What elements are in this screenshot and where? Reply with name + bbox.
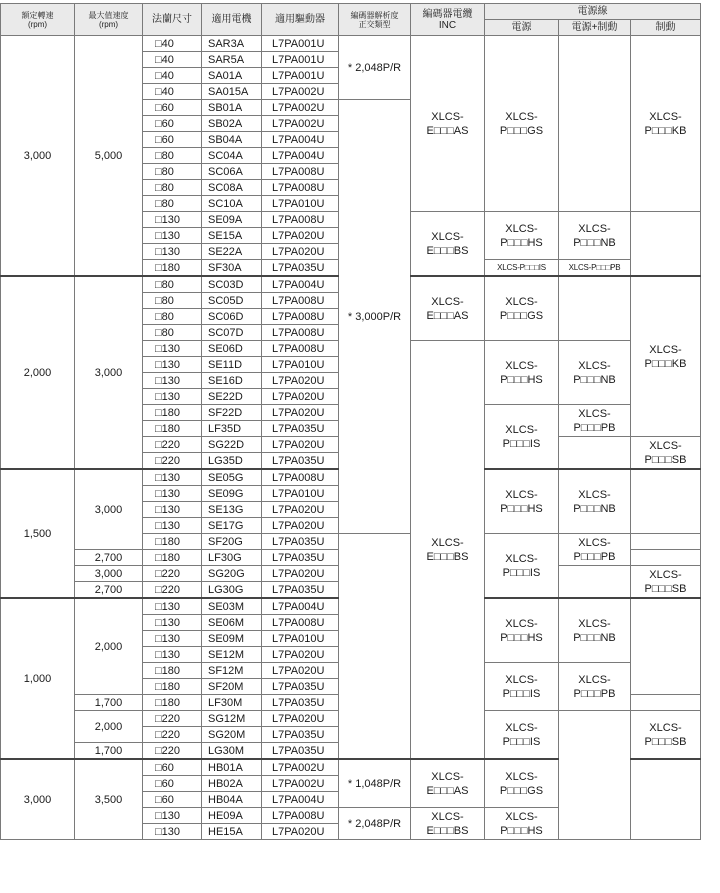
driver-cell: L7PA035U	[262, 534, 339, 550]
max-speed-cell: 3,000	[75, 469, 143, 550]
brake-cable-cell	[631, 598, 701, 695]
brake-cable-cell	[631, 212, 701, 277]
encoder-res-cell: * 3,000P/R	[339, 100, 411, 534]
driver-cell: L7PA020U	[262, 824, 339, 840]
flange-cell: □60	[143, 792, 202, 808]
driver-cell: L7PA008U	[262, 309, 339, 325]
power-cable-cell: XLCS- P□□□HS	[485, 341, 559, 405]
max-speed-cell: 1,700	[75, 695, 143, 711]
motor-cell: SF20M	[202, 679, 262, 695]
driver-cell: L7PA035U	[262, 695, 339, 711]
rated-speed-cell: 1,000	[1, 598, 75, 759]
flange-cell: □130	[143, 631, 202, 647]
encoder-res-cell: * 2,048P/R	[339, 36, 411, 100]
flange-cell: □130	[143, 389, 202, 405]
driver-cell: L7PA010U	[262, 357, 339, 373]
driver-cell: L7PA020U	[262, 647, 339, 663]
flange-cell: □220	[143, 711, 202, 727]
power-brake-cable-cell: XLCS- P□□□NB	[559, 212, 631, 260]
flange-cell: □130	[143, 502, 202, 518]
power-brake-cable-cell	[559, 711, 631, 840]
motor-cell: HB04A	[202, 792, 262, 808]
motor-cell: HB02A	[202, 776, 262, 792]
encoder-cable-cell: XLCS- E□□□BS	[411, 808, 485, 840]
flange-cell: □180	[143, 405, 202, 421]
flange-cell: □180	[143, 679, 202, 695]
max-speed-cell: 2,700	[75, 550, 143, 566]
flange-cell: □130	[143, 341, 202, 357]
motor-cell: SC03D	[202, 276, 262, 293]
max-speed-cell: 3,500	[75, 759, 143, 840]
driver-cell: L7PA020U	[262, 228, 339, 244]
brake-cable-cell: XLCS- P□□□KB	[631, 36, 701, 212]
driver-cell: L7PA002U	[262, 84, 339, 100]
motor-cell: SE06M	[202, 615, 262, 631]
motor-cell: SC06A	[202, 164, 262, 180]
power-brake-cable-cell: XLCS- P□□□NB	[559, 598, 631, 663]
servo-spec-table	[0, 3, 701, 840]
flange-cell: □130	[143, 647, 202, 663]
flange-cell: □130	[143, 212, 202, 228]
motor-cell: SE11D	[202, 357, 262, 373]
driver-cell: L7PA001U	[262, 36, 339, 52]
motor-cell: SE16D	[202, 373, 262, 389]
driver-cell: L7PA008U	[262, 293, 339, 309]
motor-cell: SC10A	[202, 196, 262, 212]
motor-cell: SA015A	[202, 84, 262, 100]
driver-cell: L7PA035U	[262, 260, 339, 277]
power-cable-cell: XLCS- P□□□GS	[485, 36, 559, 212]
encoder-cable-cell: XLCS- E□□□BS	[411, 212, 485, 277]
motor-cell: LF30G	[202, 550, 262, 566]
driver-cell: L7PA035U	[262, 679, 339, 695]
driver-cell: L7PA020U	[262, 244, 339, 260]
power-brake-cable-cell	[559, 276, 631, 341]
motor-cell: SE17G	[202, 518, 262, 534]
flange-cell: □130	[143, 469, 202, 486]
flange-cell: □80	[143, 309, 202, 325]
motor-cell: SC04A	[202, 148, 262, 164]
power-cable-cell: XLCS- P□□□HS	[485, 598, 559, 663]
flange-cell: □130	[143, 598, 202, 615]
flange-cell: □130	[143, 808, 202, 824]
flange-cell: □80	[143, 164, 202, 180]
power-cable-cell: XLCS- P□□□IS	[485, 405, 559, 470]
motor-cell: SAR3A	[202, 36, 262, 52]
header-encoder-res: 編碼器解析度 正交類型	[339, 4, 411, 36]
flange-cell: □40	[143, 68, 202, 84]
power-cable-cell: XLCS- P□□□GS	[485, 276, 559, 341]
power-cable-cell: XLCS- P□□□IS	[485, 534, 559, 599]
max-speed-cell: 1,700	[75, 743, 143, 760]
header-rated-speed: 額定轉速 (rpm)	[1, 4, 75, 36]
motor-cell: LG30G	[202, 582, 262, 599]
driver-cell: L7PA001U	[262, 52, 339, 68]
power-cable-cell: XLCS- P□□□HS	[485, 808, 559, 840]
brake-cable-cell	[631, 469, 701, 534]
rated-speed-cell: 3,000	[1, 36, 75, 277]
driver-cell: L7PA004U	[262, 276, 339, 293]
motor-cell: SG20M	[202, 727, 262, 743]
flange-cell: □80	[143, 180, 202, 196]
driver-cell: L7PA020U	[262, 518, 339, 534]
motor-cell: SF30A	[202, 260, 262, 277]
flange-cell: □180	[143, 550, 202, 566]
driver-cell: L7PA035U	[262, 727, 339, 743]
driver-cell: L7PA004U	[262, 792, 339, 808]
header-driver: 適用驅動器	[262, 4, 339, 36]
driver-cell: L7PA020U	[262, 711, 339, 727]
driver-cell: L7PA002U	[262, 759, 339, 776]
flange-cell: □80	[143, 325, 202, 341]
driver-cell: L7PA008U	[262, 341, 339, 357]
driver-cell: L7PA004U	[262, 598, 339, 615]
flange-cell: □80	[143, 293, 202, 309]
header-row	[1, 4, 701, 20]
flange-cell: □220	[143, 437, 202, 453]
encoder-cable-cell: XLCS- E□□□AS	[411, 276, 485, 341]
header-flange: 法蘭尺寸	[143, 4, 202, 36]
encoder-cable-cell: XLCS- E□□□AS	[411, 36, 485, 212]
motor-cell: HE15A	[202, 824, 262, 840]
driver-cell: L7PA020U	[262, 437, 339, 453]
driver-cell: L7PA008U	[262, 808, 339, 824]
driver-cell: L7PA008U	[262, 469, 339, 486]
power-brake-cable-cell: XLCS-P□□□PB	[559, 260, 631, 277]
driver-cell: L7PA020U	[262, 405, 339, 421]
motor-cell: SE03M	[202, 598, 262, 615]
motor-cell: SE22D	[202, 389, 262, 405]
table-row	[1, 36, 701, 52]
power-cable-cell: XLCS- P□□□HS	[485, 212, 559, 260]
motor-cell: SE22A	[202, 244, 262, 260]
driver-cell: L7PA004U	[262, 132, 339, 148]
header-max-speed: 最大值速度 (rpm)	[75, 4, 143, 36]
brake-cable-cell: XLCS- P□□□KB	[631, 276, 701, 437]
brake-cable-cell: XLCS- P□□□SB	[631, 437, 701, 470]
driver-cell: L7PA035U	[262, 550, 339, 566]
driver-cell: L7PA020U	[262, 566, 339, 582]
power-brake-cable-cell: XLCS- P□□□NB	[559, 341, 631, 405]
motor-cell: LG30M	[202, 743, 262, 760]
flange-cell: □80	[143, 276, 202, 293]
motor-cell: SF12M	[202, 663, 262, 679]
flange-cell: □180	[143, 534, 202, 550]
header-power-cable: 電源線	[485, 4, 701, 20]
motor-cell: SE06D	[202, 341, 262, 357]
power-brake-cable-cell: XLCS- P□□□PB	[559, 405, 631, 437]
driver-cell: L7PA035U	[262, 743, 339, 760]
power-cable-cell: XLCS- P□□□IS	[485, 711, 559, 760]
flange-cell: □180	[143, 421, 202, 437]
motor-cell: SC05D	[202, 293, 262, 309]
flange-cell: □60	[143, 776, 202, 792]
flange-cell: □180	[143, 663, 202, 679]
power-cable-cell: XLCS- P□□□HS	[485, 469, 559, 534]
flange-cell: □130	[143, 244, 202, 260]
driver-cell: L7PA010U	[262, 196, 339, 212]
flange-cell: □180	[143, 695, 202, 711]
power-brake-cable-cell: XLCS- P□□□PB	[559, 663, 631, 711]
header-motor: 適用電機	[202, 4, 262, 36]
max-speed-cell: 3,000	[75, 276, 143, 469]
header-brake: 制動	[631, 20, 701, 36]
flange-cell: □220	[143, 582, 202, 599]
brake-cable-cell	[631, 534, 701, 550]
max-speed-cell: 3,000	[75, 566, 143, 582]
motor-cell: LF30M	[202, 695, 262, 711]
flange-cell: □180	[143, 260, 202, 277]
motor-cell: SG20G	[202, 566, 262, 582]
flange-cell: □130	[143, 357, 202, 373]
driver-cell: L7PA002U	[262, 116, 339, 132]
max-speed-cell: 2,700	[75, 582, 143, 599]
power-brake-cable-cell	[559, 36, 631, 212]
driver-cell: L7PA035U	[262, 421, 339, 437]
flange-cell: □130	[143, 228, 202, 244]
driver-cell: L7PA001U	[262, 68, 339, 84]
motor-cell: HB01A	[202, 759, 262, 776]
motor-cell: SE15A	[202, 228, 262, 244]
flange-cell: □80	[143, 196, 202, 212]
motor-cell: SB01A	[202, 100, 262, 116]
flange-cell: □40	[143, 52, 202, 68]
power-brake-cable-cell	[559, 437, 631, 470]
motor-cell: SAR5A	[202, 52, 262, 68]
encoder-res-cell: * 1,048P/R	[339, 759, 411, 808]
motor-cell: SF22D	[202, 405, 262, 421]
power-cable-cell: XLCS-P□□□IS	[485, 260, 559, 277]
motor-cell: SG12M	[202, 711, 262, 727]
power-brake-cable-cell	[559, 566, 631, 599]
driver-cell: L7PA020U	[262, 502, 339, 518]
flange-cell: □130	[143, 615, 202, 631]
flange-cell: □40	[143, 36, 202, 52]
motor-cell: LG35D	[202, 453, 262, 470]
power-brake-cable-cell: XLCS- P□□□PB	[559, 534, 631, 566]
brake-cable-cell: XLCS- P□□□SB	[631, 566, 701, 599]
motor-cell: SE05G	[202, 469, 262, 486]
motor-cell: SE12M	[202, 647, 262, 663]
flange-cell: □130	[143, 486, 202, 502]
power-cable-cell: XLCS- P□□□IS	[485, 663, 559, 711]
flange-cell: □60	[143, 132, 202, 148]
header-power-brake: 電源+制動	[559, 20, 631, 36]
encoder-cable-cell: XLCS- E□□□BS	[411, 341, 485, 760]
motor-cell: SA01A	[202, 68, 262, 84]
motor-cell: LF35D	[202, 421, 262, 437]
motor-cell: SE09A	[202, 212, 262, 228]
flange-cell: □80	[143, 148, 202, 164]
encoder-res-cell: * 2,048P/R	[339, 808, 411, 840]
header-power: 電源	[485, 20, 559, 36]
rated-speed-cell: 2,000	[1, 276, 75, 469]
header-encoder-cable: 編碼器電纜 INC	[411, 4, 485, 36]
motor-cell: SB02A	[202, 116, 262, 132]
brake-cable-cell: XLCS- P□□□SB	[631, 711, 701, 760]
flange-cell: □130	[143, 824, 202, 840]
driver-cell: L7PA002U	[262, 776, 339, 792]
table-body	[1, 4, 701, 840]
encoder-cable-cell: XLCS- E□□□AS	[411, 759, 485, 808]
motor-cell: SE13G	[202, 502, 262, 518]
driver-cell: L7PA020U	[262, 373, 339, 389]
driver-cell: L7PA008U	[262, 615, 339, 631]
motor-cell: SF20G	[202, 534, 262, 550]
driver-cell: L7PA020U	[262, 389, 339, 405]
motor-cell: SC07D	[202, 325, 262, 341]
driver-cell: L7PA020U	[262, 663, 339, 679]
flange-cell: □130	[143, 373, 202, 389]
driver-cell: L7PA035U	[262, 582, 339, 599]
driver-cell: L7PA035U	[262, 453, 339, 470]
motor-cell: SC06D	[202, 309, 262, 325]
power-cable-cell: XLCS- P□□□GS	[485, 759, 559, 808]
motor-cell: SG22D	[202, 437, 262, 453]
flange-cell: □220	[143, 566, 202, 582]
driver-cell: L7PA008U	[262, 164, 339, 180]
brake-cable-cell	[631, 550, 701, 566]
flange-cell: □40	[143, 84, 202, 100]
flange-cell: □220	[143, 743, 202, 760]
flange-cell: □220	[143, 727, 202, 743]
max-speed-cell: 2,000	[75, 598, 143, 695]
flange-cell: □130	[143, 518, 202, 534]
driver-cell: L7PA010U	[262, 631, 339, 647]
rated-speed-cell: 1,500	[1, 469, 75, 598]
power-brake-cable-cell: XLCS- P□□□NB	[559, 469, 631, 534]
flange-cell: □60	[143, 116, 202, 132]
max-speed-cell: 5,000	[75, 36, 143, 277]
driver-cell: L7PA010U	[262, 486, 339, 502]
driver-cell: L7PA002U	[262, 100, 339, 116]
driver-cell: L7PA008U	[262, 325, 339, 341]
encoder-res-cell	[339, 534, 411, 760]
motor-cell: SB04A	[202, 132, 262, 148]
motor-cell: SE09M	[202, 631, 262, 647]
motor-cell: HE09A	[202, 808, 262, 824]
rated-speed-cell: 3,000	[1, 759, 75, 840]
driver-cell: L7PA008U	[262, 180, 339, 196]
driver-cell: L7PA004U	[262, 148, 339, 164]
flange-cell: □60	[143, 759, 202, 776]
motor-cell: SC08A	[202, 180, 262, 196]
max-speed-cell: 2,000	[75, 711, 143, 743]
driver-cell: L7PA008U	[262, 212, 339, 228]
flange-cell: □220	[143, 453, 202, 470]
motor-cell: SE09G	[202, 486, 262, 502]
brake-cable-cell	[631, 695, 701, 711]
flange-cell: □60	[143, 100, 202, 116]
brake-cable-cell	[631, 759, 701, 840]
